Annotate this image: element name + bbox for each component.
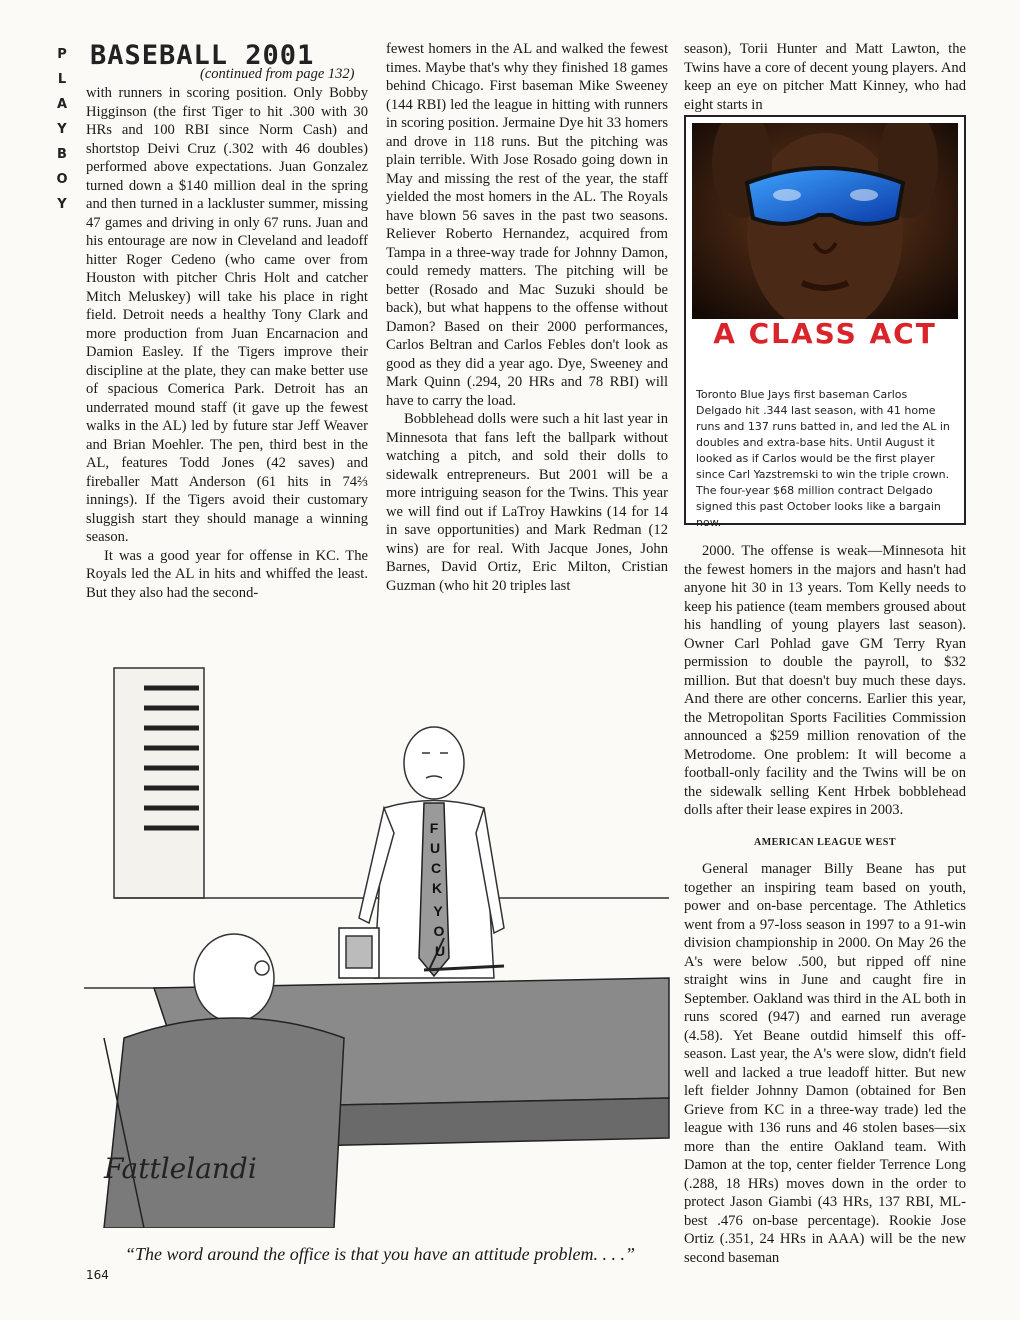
tie-letter: K [431, 880, 443, 896]
magazine-letter: A [56, 97, 68, 112]
player-portrait-image [692, 123, 958, 319]
magazine-letter: L [57, 72, 67, 87]
cartoon-caption: “The word around the office is that you have an attitude problem. . . .” [125, 1244, 635, 1264]
magazine-letter: O [56, 172, 68, 187]
cartoon-drawing [84, 658, 670, 1228]
sidebar-caption: Toronto Blue Jays first baseman Carlos Delgado hit .344 last season, with 41 home runs and 137 runs batted in, and led the AL in doubles and extra-base hits. Until August it looked as if Carlos would be the first player since Carl Yazstremski to win the triple crown. The four-year $68 million contract Delgado signed this past October looks like a bargain now. [696, 388, 950, 529]
article-column-3-bottom [684, 542, 966, 1267]
paragraph: General manager Billy Beane has put together an inspiring team based on youth, power and on-base percentage. The Athletics went from a 97-loss season in 1997 to a 91-win division championship in 2000. On May 26 the A's were below .500, but ripped off nine straight wins in June and caught fire in September. Oakland was third in the AL both in runs scored (947) and earned run average (4.58). Yet Beane outdid himself this off-season. Last year, the A's were slow, didn't field well and lacked a true leadoff hitter. But new left fielder Johnny Damon (obtained for Ben Grieve from KC in a three-way trade) led the league with 136 runs and 46 stolen bases—six more than the entire Oakland team. With Damon at the top, center fielder Terrence Long (.288, 18 HRs) moves down in the order to protect Jason Giambi (43 HRs, 137 RBI, ML-best .476 on-base percentage). Rookie Jose Ortiz (.351, 24 HRs in AAA) will be the new second baseman [684, 861, 966, 1266]
tie-letter: U [434, 943, 446, 959]
sidebar-headline: A CLASS ACT [713, 317, 937, 350]
magazine-letter: P [57, 47, 67, 62]
paragraph: season), Torii Hunter and Matt Lawton, the Twins have a core of decent young players. And keep an eye on pitcher Matt Kinney, who had eight starts in [684, 41, 966, 113]
magazine-letter: B [57, 147, 67, 162]
continued-note: (continued from page 132) [200, 66, 355, 82]
page-number: 164 [86, 1268, 109, 1282]
tie-letter: O [433, 923, 445, 939]
cartoon-illustration [84, 658, 670, 1228]
article-column-2 [386, 40, 668, 595]
tie-letter: F [429, 820, 439, 836]
sidebar-box [684, 115, 966, 529]
paragraph: It was a good year for offense in KC. The Royals led the AL in hits and whiffed the least. But they also had the second- [86, 547, 368, 601]
magazine-name-vertical [54, 42, 70, 217]
article-headline: BASEBALL 2001 [90, 40, 315, 71]
article-column-1 [86, 84, 368, 602]
section-heading: AMERICAN LEAGUE WEST [753, 836, 897, 848]
tie-letter: U [429, 840, 441, 856]
paragraph: with runners in scoring position. Only Bobby Higginson (the first Tiger to hit .300 with 30 HRs and 100 RBI since Norm Cash) and shortstop Deivi Cruz (.302 with 46 doubles) performed above expectations. Juan Gonzalez turned down a $140 million deal in the spring and then turned in a lackluster summer, missing 47 games and driving in only 67 runs. Juan and his entourage are now in Cleveland and leadoff hitter Roger Cedeno (who came over from Houston with pitcher Chris Holt and catcher Mitch Meluskey) will take his place in right field. Detroit needs a healthy Tony Clark and more production from Juan Encarnacion and Damion Easley. If the Tigers improve their discipline at the plate, they can make better use of spacious Comerica Park. Detroit has an underrated mound staff (it gave up the fewest walks in the AL) led by future star Jeff Weaver and Brian Moehler. The pen, third best in the AL, features Todd Jones (42 saves) and fireballer Matt Anderson (61 hits in 74⅔ innings). If the Tigers avoid their customary sluggish start they should manage a winning season. [86, 85, 368, 545]
magazine-letter: Y [57, 122, 67, 137]
tie-letter: Y [433, 903, 443, 919]
article-column-3-top [684, 40, 966, 114]
paragraph: Bobblehead dolls were such a hit last year in Minnesota that fans left the ballpark without watching a pitch, and sold their dolls to sidewalk entrepreneurs. But 2001 will be a more intriguing season for the Twins. This year we will find out if LaTroy Hawkins (14 for 14 in save opportunities) and Mark Redman (12 wins) are for real. With Jacque Jones, John Barnes, David Ortiz, Eric Milton, Cristian Guzman (who hit 20 triples last [386, 411, 668, 594]
cartoonist-signature: Fattlelandi [104, 1152, 257, 1185]
player-photo [692, 123, 958, 319]
magazine-letter: Y [57, 197, 67, 212]
tie-letter: C [430, 860, 442, 876]
paragraph: 2000. The offense is weak—Minnesota hit the fewest homers in the majors and hasn't had anyone hit 30 in 13 years. Tom Kelly needs to keep his patience (team members groused about his handling of young players last season). Owner Carl Pohlad gave GM Terry Ryan permission to double the payroll, to $32 million. But that doesn't buy much these days. And there are other concerns. Earlier this year, the Metropolitan Sports Facilities Commission announced a $259 million renovation of the Metrodome. One problem: It will become a football-only facility and the Twins will be on the sidewalk selling Kent Hrbek bobblehead dolls after their lease expires in 2003. [684, 543, 966, 818]
paragraph: fewest homers in the AL and walked the fewest times. Maybe that's why they finished 18 games behind Chicago. First baseman Mike Sweeney (144 RBI) led the league in hitting with runners in scoring position. Jermaine Dye hit 33 homers and drove in 118 runs. But the pitching was plain terrible. With Jose Rosado going down in May and missing the rest of the year, the staff yielded the most homers in the AL. The Royals have blown 56 saves in the past two seasons. Reliever Roberto Hernandez, acquired from Tampa in a three-way trade for Johnny Damon, could remedy matters. The pitching will be better (Rosado and Mac Suzuki should be back), but what happens to the offense without Damon? Based on their 2000 performances, Carlos Beltran and Carlos Febles don't look as good as they did a year ago. Dye, Sweeney and Mark Quinn (.294, 20 HRs and 78 RBI) will have to carry the load. [386, 41, 668, 409]
